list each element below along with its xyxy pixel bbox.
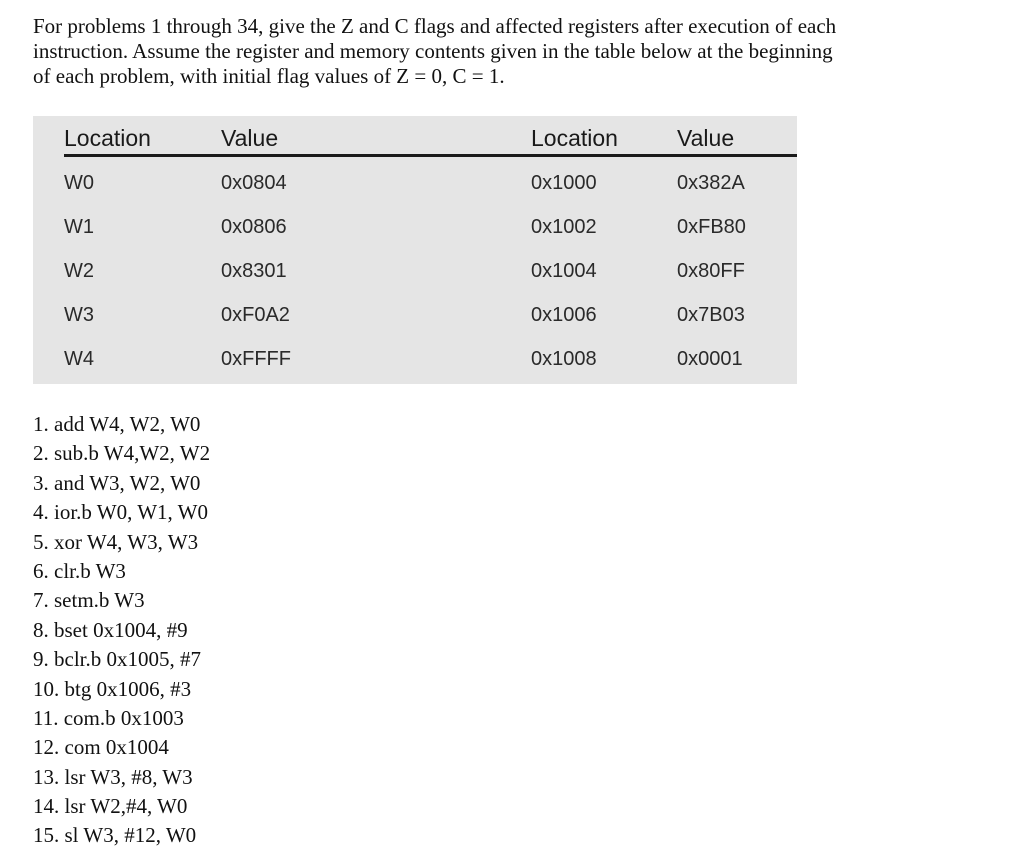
memory-value-cell: 0xFB80 [677,216,746,238]
problem-item: 11. com.b 0x1003 [33,705,184,730]
register-value-cell: 0x0806 [221,216,287,238]
problem-item: 9. bclr.b 0x1005, #7 [33,647,201,672]
register-cell: W0 [64,172,94,194]
register-memory-table [33,116,797,384]
memory-value-cell: 0x0001 [677,348,743,370]
problem-item: 1. add W4, W2, W0 [33,412,201,436]
intro-line: For problems 1 through 34, give the Z and C flags and affected registers after execution of each [33,14,837,38]
header-value-1: Value [221,125,279,151]
header-divider [64,154,797,157]
problem-item: 10. btg 0x1006, #3 [33,676,192,701]
problem-list [33,410,210,851]
problem-item: 15. sl W3, #12, W0 [33,823,197,848]
intro-line: instruction. Assume the register and memory contents given in the table below at the beginning [33,39,833,63]
problem-item: 12. com 0x1004 [33,735,169,760]
intro-paragraph [33,14,913,89]
memory-value-cell: 0x80FF [677,260,745,282]
problem-item: 3. and W3, W2, W0 [33,470,201,495]
header-location-1: Location [64,125,151,151]
memory-address-cell: 0x1002 [531,216,597,238]
memory-value-cell: 0x7B03 [677,304,745,326]
memory-address-cell: 0x1008 [531,348,597,370]
problem-item: 7. setm.b W3 [33,588,145,613]
memory-address-cell: 0x1000 [531,172,597,194]
problem-item: 14. lsr W2,#4, W0 [33,794,188,819]
problem-item: 5. xor W4, W3, W3 [33,529,199,554]
memory-address-cell: 0x1004 [531,260,597,282]
problem-item: 13. lsr W3, #8, W3 [33,764,193,789]
memory-address-cell: 0x1006 [531,304,597,326]
intro-line: of each problem, with initial flag values of Z = 0, C = 1. [33,64,505,88]
problem-item: 4. ior.b W0, W1, W0 [33,500,208,525]
problem-item: 6. clr.b W3 [33,558,126,583]
register-cell: W2 [64,260,94,282]
memory-value-cell: 0x382A [677,172,745,194]
register-value-cell: 0x8301 [221,260,287,282]
problem-item: 8. bset 0x1004, #9 [33,617,188,642]
register-cell: W3 [64,304,94,326]
register-value-cell: 0x0804 [221,172,287,194]
header-value-2: Value [677,125,735,151]
problem-item: 2. sub.b W4,W2, W2 [33,441,211,466]
register-cell: W4 [64,348,94,370]
register-value-cell: 0xF0A2 [221,304,290,326]
header-location-2: Location [531,125,618,151]
register-value-cell: 0xFFFF [221,348,291,370]
register-cell: W1 [64,216,94,238]
